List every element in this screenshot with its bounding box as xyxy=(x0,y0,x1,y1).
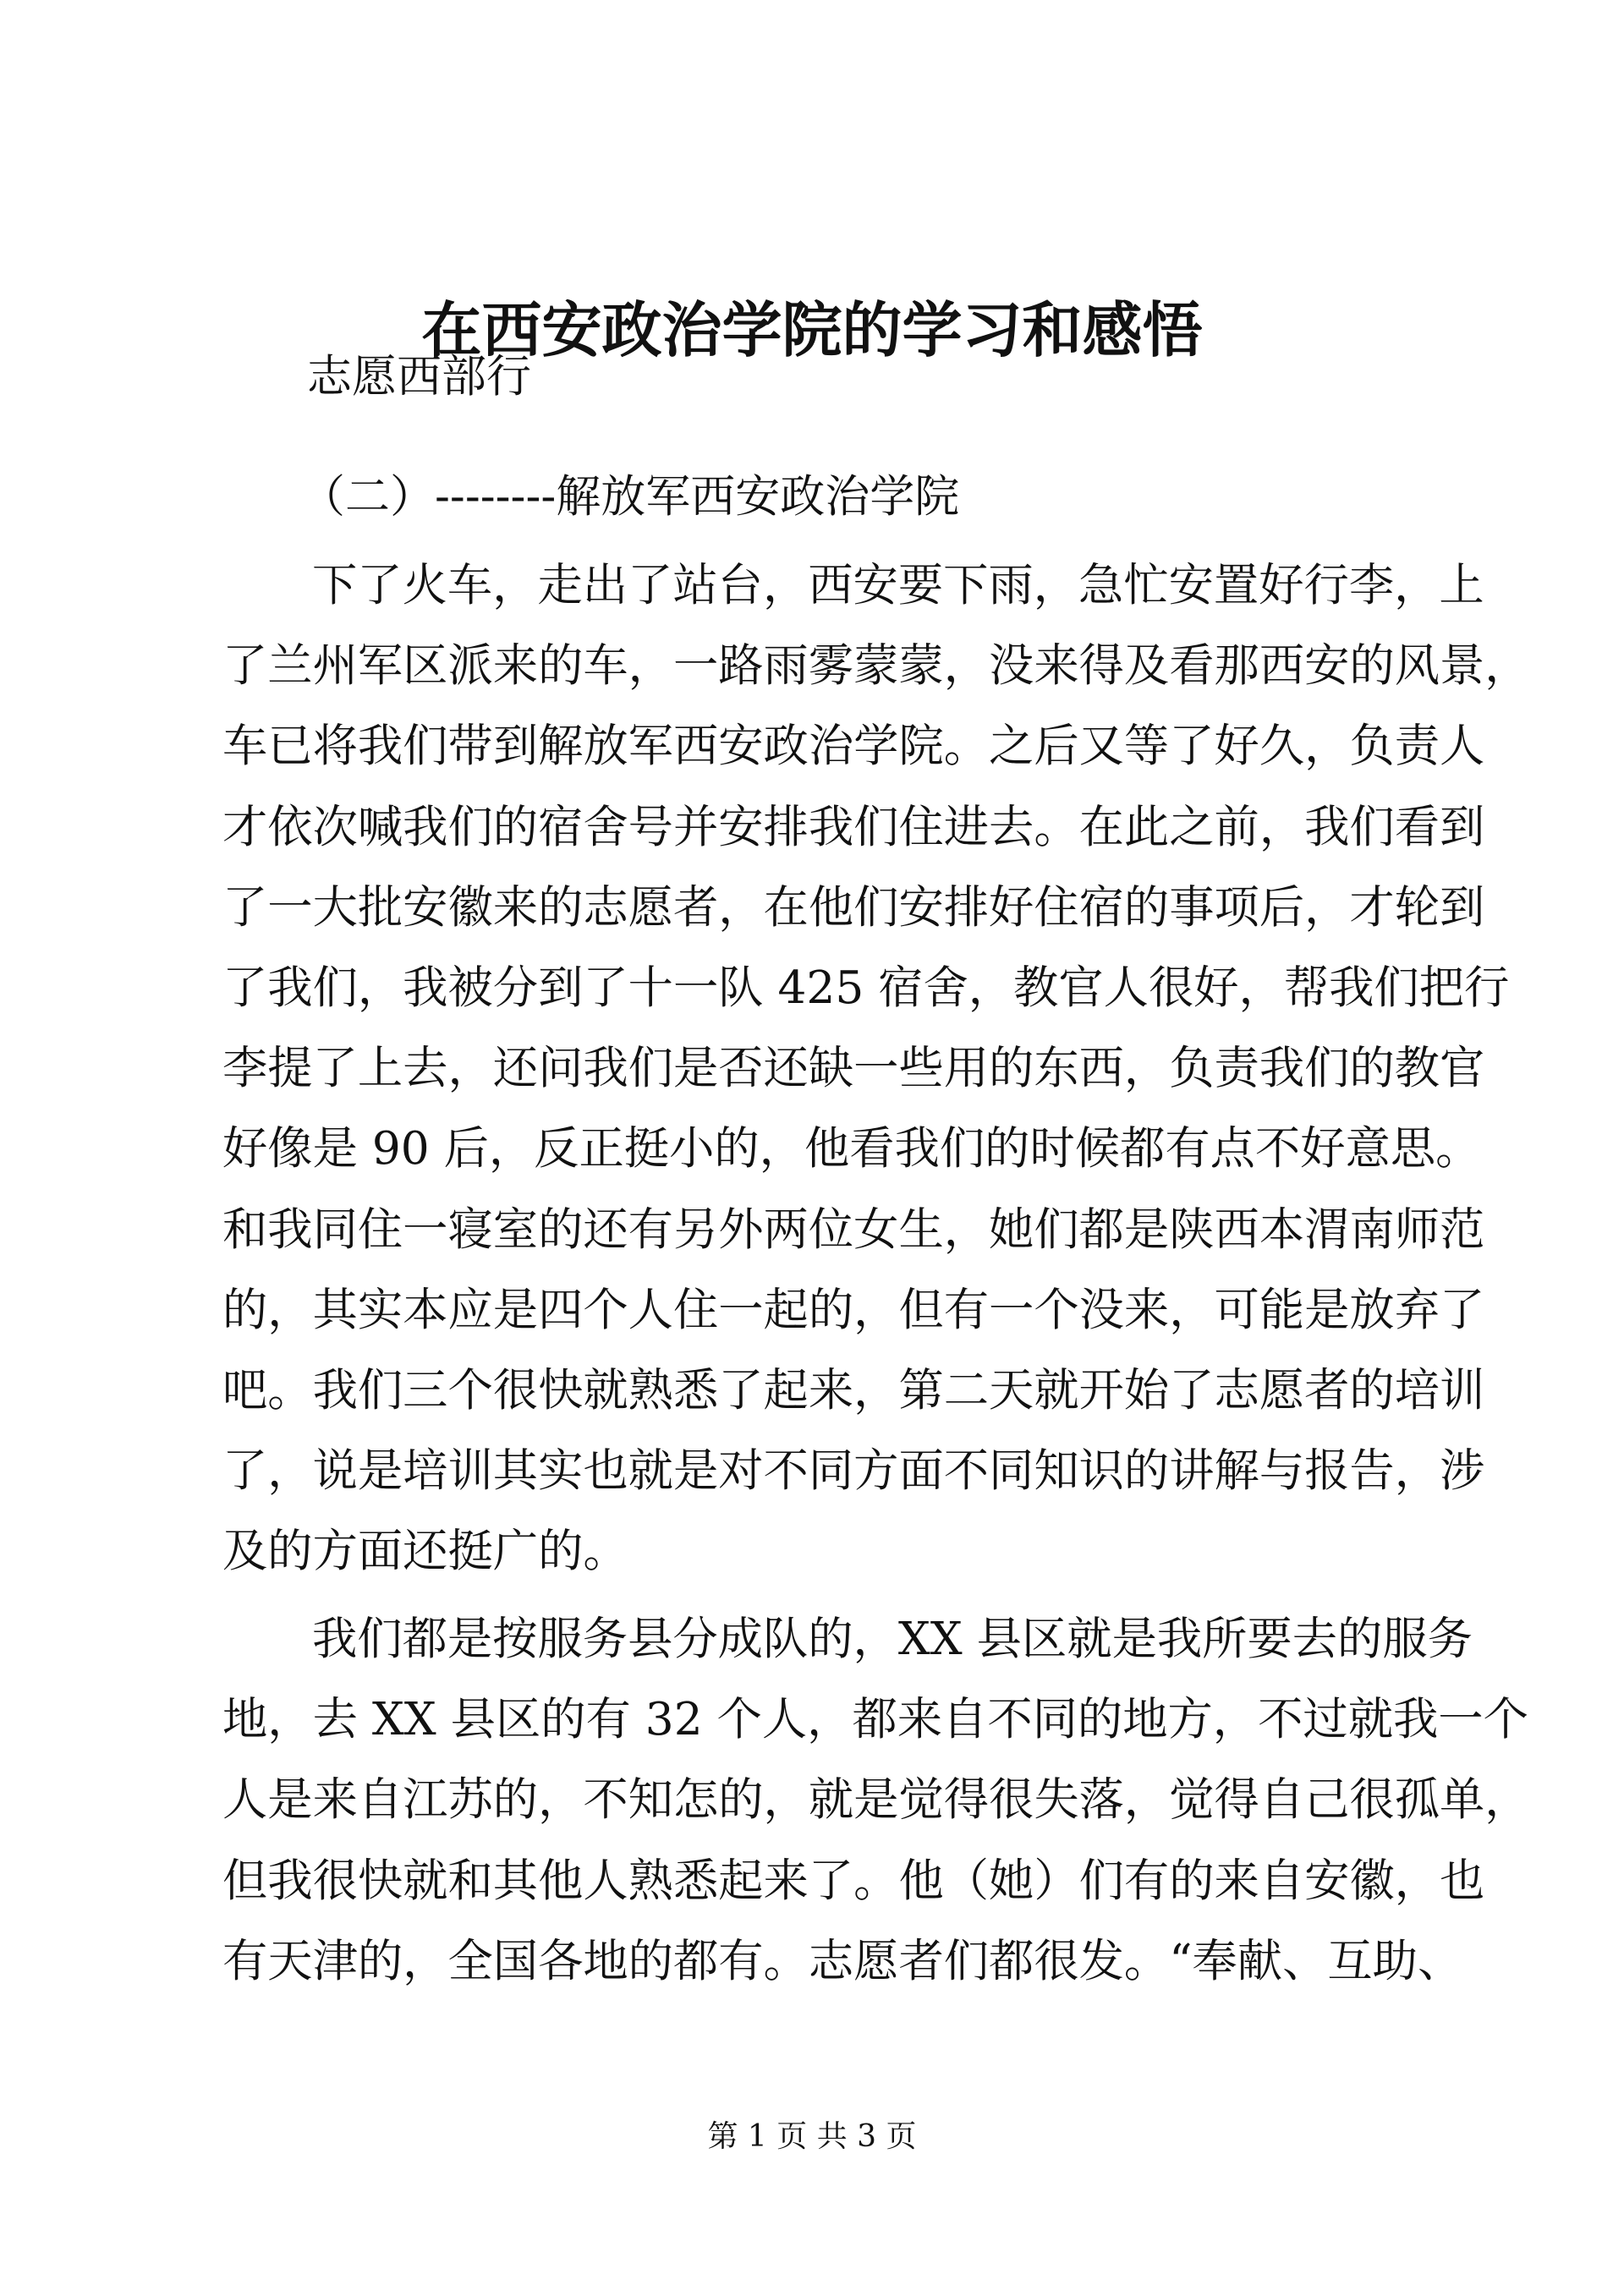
text-line: 好像是 90 后，反正挺小的，他看我们的时候都有点不好意思。 xyxy=(222,1122,1481,1175)
text-line: 人是来自江苏的，不知怎的，就是觉得很失落，觉得自己很孤单， xyxy=(222,1773,1530,1827)
paragraph-1 xyxy=(222,545,1530,1592)
text-line: 我们都是按服务县分成队的，XX 县区就是我所要去的服务 xyxy=(312,1613,1473,1665)
text-line: 及的方面还挺广的。 xyxy=(222,1525,628,1578)
text-line: 了兰州军区派来的车，一路雨雾蒙蒙，没来得及看那西安的风景， xyxy=(222,639,1530,693)
text-line: 了我们，我被分到了十一队 425 宿舍，教官人很好，帮我们把行 xyxy=(222,961,1510,1014)
text-line: 了一大批安徽来的志愿者，在他们安排好住宿的事项后，才轮到 xyxy=(222,880,1485,934)
text-line: 有天津的，全国各地的都有。志愿者们都很发。“奉献、互助、 xyxy=(222,1934,1463,1987)
text-line: 李提了上去，还问我们是否还缺一些用的东西，负责我们的教官 xyxy=(222,1042,1485,1095)
text-line: 和我同住一寝室的还有另外两位女生，她们都是陕西本渭南师范 xyxy=(222,1203,1485,1256)
text-line: 但我很快就和其他人熟悉起来了。他（她）们有的来自安徽，也 xyxy=(222,1854,1485,1907)
text-line: 吧。我们三个很快就熟悉了起来，第二天就开始了志愿者的培训 xyxy=(222,1363,1485,1417)
text-line: 地，去 XX 县区的有 32 个人，都来自不同的地方，不过就我一个 xyxy=(222,1693,1528,1746)
text-line: 下了火车，走出了站台，西安要下雨，急忙安置好行李，上 xyxy=(312,559,1484,611)
text-line: 了，说是培训其实也就是对不同方面不同知识的讲解与报告，涉 xyxy=(222,1444,1485,1498)
document-title: 在西安政治学院的学习和感悟 xyxy=(421,294,1203,365)
text-line: 才依次喊我们的宿舍号并安排我们住进去。在此之前，我们看到 xyxy=(222,800,1485,853)
document-subtitle: 志愿西部行 xyxy=(307,351,531,403)
section-heading: （二）--------解放军西安政治学院 xyxy=(300,471,960,523)
text-line: 的，其实本应是四个人住一起的，但有一个没来，可能是放弃了 xyxy=(222,1283,1485,1336)
page-number: 第 1 页 共 3 页 xyxy=(707,2119,917,2154)
text-line: 车已将我们带到解放军西安政治学院。之后又等了好久，负责人 xyxy=(222,720,1485,773)
paragraph-2 xyxy=(222,1599,1530,2002)
